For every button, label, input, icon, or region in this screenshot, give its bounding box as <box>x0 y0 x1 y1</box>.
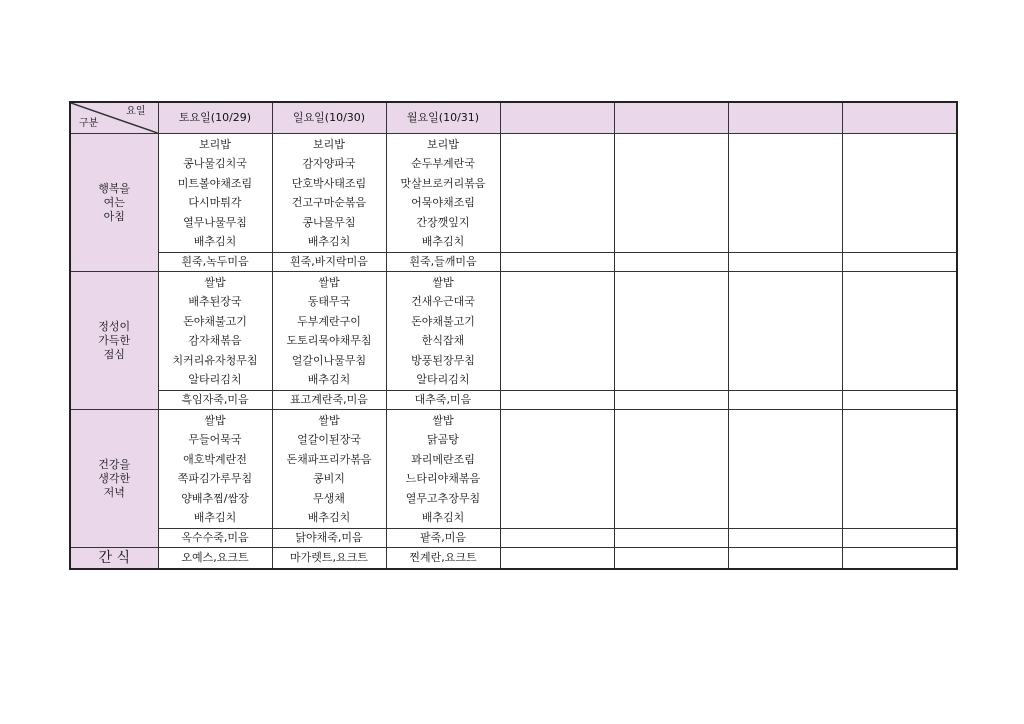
dinner-items-row <box>70 410 957 529</box>
empty-cell <box>500 253 614 272</box>
empty-cell <box>614 548 728 570</box>
empty-cell <box>614 272 728 391</box>
empty-cell <box>842 134 957 253</box>
menu-cell: 보리밥 감자양파국 단호박사태조림 건고구마순볶음 콩나물무침 배추김치 <box>272 134 386 253</box>
day-header <box>614 102 728 134</box>
empty-cell <box>500 391 614 410</box>
dinner-porridge-row <box>70 529 957 548</box>
breakfast-label: 행복을 여는 아침 <box>70 134 158 272</box>
breakfast-porridge-row <box>70 253 957 272</box>
empty-cell <box>728 529 842 548</box>
empty-cell <box>500 410 614 529</box>
porridge-cell: 팥죽,미음 <box>386 529 500 548</box>
snack-cell: 오예스,요크트 <box>158 548 272 570</box>
porridge-cell: 흰죽,녹두미음 <box>158 253 272 272</box>
empty-cell <box>842 253 957 272</box>
empty-cell <box>614 410 728 529</box>
empty-cell <box>500 548 614 570</box>
empty-cell <box>614 253 728 272</box>
snack-row <box>70 548 957 570</box>
dinner-label: 건강을 생각한 저녁 <box>70 410 158 548</box>
porridge-cell: 대추죽,미음 <box>386 391 500 410</box>
empty-cell <box>614 391 728 410</box>
empty-cell <box>842 391 957 410</box>
menu-cell: 쌀밥 무들어묵국 애호박계란전 쪽파김가루무침 양배추찜/쌈장 배추김치 <box>158 410 272 529</box>
empty-cell <box>728 134 842 253</box>
porridge-cell: 표고계란죽,미음 <box>272 391 386 410</box>
menu-cell: 쌀밥 닭곰탕 꽈리메란조림 느타리야채볶음 열무고추장무침 배추김치 <box>386 410 500 529</box>
lunch-items-row <box>70 272 957 391</box>
empty-cell <box>500 134 614 253</box>
menu-cell: 쌀밥 배추된장국 돈야채불고기 감자채볶음 치커리유자청무침 알타리김치 <box>158 272 272 391</box>
menu-cell: 보리밥 콩나물김치국 미트볼야채조림 다시마튀각 열무나물무침 배추김치 <box>158 134 272 253</box>
header-row <box>70 102 957 134</box>
menu-cell: 쌀밥 얼갈이된장국 돈채파프리카볶음 콩비지 무생채 배추김치 <box>272 410 386 529</box>
snack-label: 간 식 <box>70 548 158 570</box>
breakfast-items-row <box>70 134 957 253</box>
porridge-cell: 흰죽,바지락미음 <box>272 253 386 272</box>
empty-cell <box>614 529 728 548</box>
corner-header-cell <box>70 102 158 134</box>
snack-cell: 마가렛트,요크트 <box>272 548 386 570</box>
empty-cell <box>500 272 614 391</box>
porridge-cell: 옥수수죽,미음 <box>158 529 272 548</box>
porridge-cell: 닭야채죽,미음 <box>272 529 386 548</box>
day-header: 토요일(10/29) <box>158 102 272 134</box>
empty-cell <box>842 272 957 391</box>
lunch-label: 정성이 가득한 점심 <box>70 272 158 410</box>
menu-cell: 쌀밥 동태무국 두부계란구이 도토리묵야채무침 얼갈이나물무침 배추김치 <box>272 272 386 391</box>
empty-cell <box>728 410 842 529</box>
empty-cell <box>728 548 842 570</box>
corner-category-label: 구분 <box>79 118 99 129</box>
empty-cell <box>728 253 842 272</box>
day-header: 월요일(10/31) <box>386 102 500 134</box>
empty-cell <box>728 391 842 410</box>
lunch-porridge-row <box>70 391 957 410</box>
empty-cell <box>614 134 728 253</box>
corner-day-label: 요일 <box>126 106 146 117</box>
empty-cell <box>842 529 957 548</box>
day-header: 일요일(10/30) <box>272 102 386 134</box>
empty-cell <box>728 272 842 391</box>
meal-menu-table <box>69 101 958 570</box>
day-header <box>842 102 957 134</box>
porridge-cell: 흰죽,들깨미음 <box>386 253 500 272</box>
snack-cell: 찐계란,요크트 <box>386 548 500 570</box>
day-header <box>500 102 614 134</box>
empty-cell <box>842 410 957 529</box>
empty-cell <box>842 548 957 570</box>
day-header <box>728 102 842 134</box>
empty-cell <box>500 529 614 548</box>
porridge-cell: 흑임자죽,미음 <box>158 391 272 410</box>
menu-cell: 보리밥 순두부계란국 맛살브로커리볶음 어묵야채조림 간장깻잎지 배추김치 <box>386 134 500 253</box>
menu-cell: 쌀밥 건새우근대국 돈야채불고기 한식잡채 방풍된장무침 알타리김치 <box>386 272 500 391</box>
